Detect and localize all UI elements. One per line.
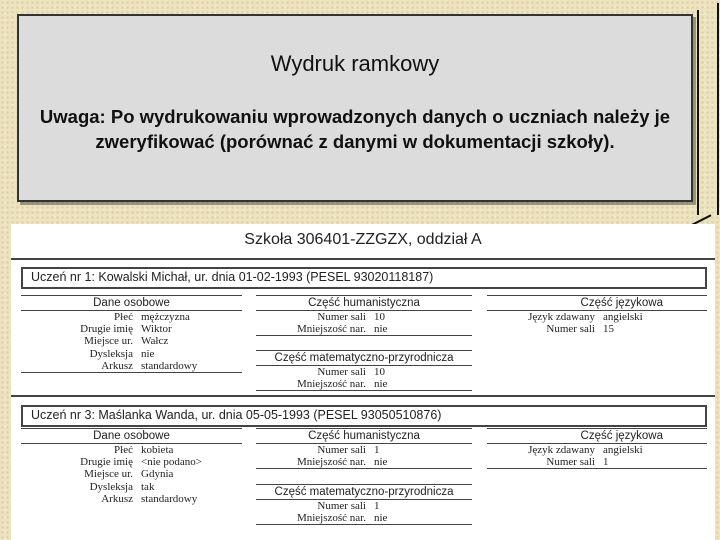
language-section [487,295,707,335]
data-row [487,456,707,469]
student-header [21,267,707,289]
student-block [11,398,715,528]
row-label: Mniejszość nar. [296,378,366,391]
row-label: Język zdawany [528,444,595,456]
row-value: <nie podano> [141,456,202,469]
row-label: Dysleksja [89,347,133,360]
section-title: Dane osobowe [21,428,242,444]
data-row [21,323,242,335]
callout-title: Wydruk ramkowy [270,51,440,76]
data-row [256,311,472,323]
student-block [11,260,715,390]
row-value: nie [374,512,388,525]
section-title: Część humanistyczna [256,428,472,444]
math-science-section [256,350,472,391]
math-science-section [256,484,472,525]
data-row [487,444,707,456]
row-label: Język zdawany [528,311,595,323]
humanities-section [256,428,472,469]
section-title: Część językowa [487,428,707,444]
row-value: standardowy [141,359,198,372]
row-label: Numer sali [317,500,366,512]
row-label: Płeć [114,311,133,323]
divider [11,395,715,397]
row-label: Numer sali [546,456,595,469]
data-row [256,456,472,469]
personal-data-section [21,295,242,373]
data-row [21,348,242,360]
section-title: Dane osobowe [21,295,242,311]
row-value: 1 [603,456,609,469]
row-value: kobieta [141,444,174,456]
row-value: tak [141,480,155,493]
callout-edge-line [697,10,699,215]
row-label: Arkusz [101,492,133,505]
data-row [21,360,242,373]
row-label: Miejsce ur. [84,468,133,481]
row-value: 15 [603,323,614,336]
data-row [487,323,707,335]
printout-document [11,224,715,540]
data-row [21,468,242,480]
row-value: nie [374,456,388,469]
row-value: nie [374,323,388,336]
row-label: Miejsce ur. [84,335,133,348]
section-title: Część humanistyczna [256,295,472,311]
personal-data-section [21,428,242,505]
row-value: Gdynia [141,468,174,481]
row-value: 1 [374,444,380,456]
row-value: angielski [603,311,643,323]
section-title: Część językowa [487,295,707,311]
school-header: Szkoła 306401-ZZGZX, oddział A [244,231,482,248]
row-label: Drugie imię [80,456,133,469]
row-value: 10 [374,366,385,378]
row-value: nie [374,378,388,391]
student-header-text: Uczeń nr 1: Kowalski Michał, ur. dnia 01-02-1993 (PESEL 93020118187) [31,270,434,284]
data-row [256,366,472,378]
data-row [21,311,242,323]
data-row [256,512,472,525]
data-row [21,481,242,493]
callout-note: Uwaga: Po wydrukowaniu wprowadzonych danych o uczniach należy je zweryfikować (porównać z danymi w dokumentacji szkoły). [39,106,671,152]
row-value: Wiktor [141,323,172,336]
language-section [487,428,707,469]
row-label: Płeć [114,444,133,456]
data-row [21,456,242,468]
row-value: Wałcz [141,335,169,348]
callout-edge-line [717,3,719,215]
row-label: Mniejszość nar. [296,512,366,525]
row-label: Numer sali [317,366,366,378]
data-row [487,311,707,323]
row-value: nie [141,347,155,360]
row-value: mężczyzna [141,311,190,323]
row-value: standardowy [141,492,198,505]
row-label: Dysleksja [89,480,133,493]
row-label: Numer sali [546,323,595,336]
data-row [21,493,242,505]
student-header [21,405,707,427]
row-label: Drugie imię [80,323,133,336]
row-label: Numer sali [317,311,366,323]
data-row [21,444,242,456]
data-row [256,444,472,456]
row-label: Arkusz [101,359,133,372]
data-row [256,378,472,391]
row-label: Mniejszość nar. [296,323,366,336]
data-row [256,323,472,336]
section-title: Część matematyczno-przyrodnicza [256,484,472,500]
row-value: 1 [374,500,380,512]
row-label: Numer sali [317,444,366,456]
row-value: angielski [603,444,643,456]
data-row [256,500,472,512]
section-title: Część matematyczno-przyrodnicza [256,350,472,366]
callout-box [17,14,693,202]
row-value: 10 [374,311,385,323]
data-row [21,335,242,347]
humanities-section [256,295,472,336]
row-label: Mniejszość nar. [296,456,366,469]
student-header-text: Uczeń nr 3: Maślanka Wanda, ur. dnia 05-05-1993 (PESEL 93050510876) [31,408,442,422]
